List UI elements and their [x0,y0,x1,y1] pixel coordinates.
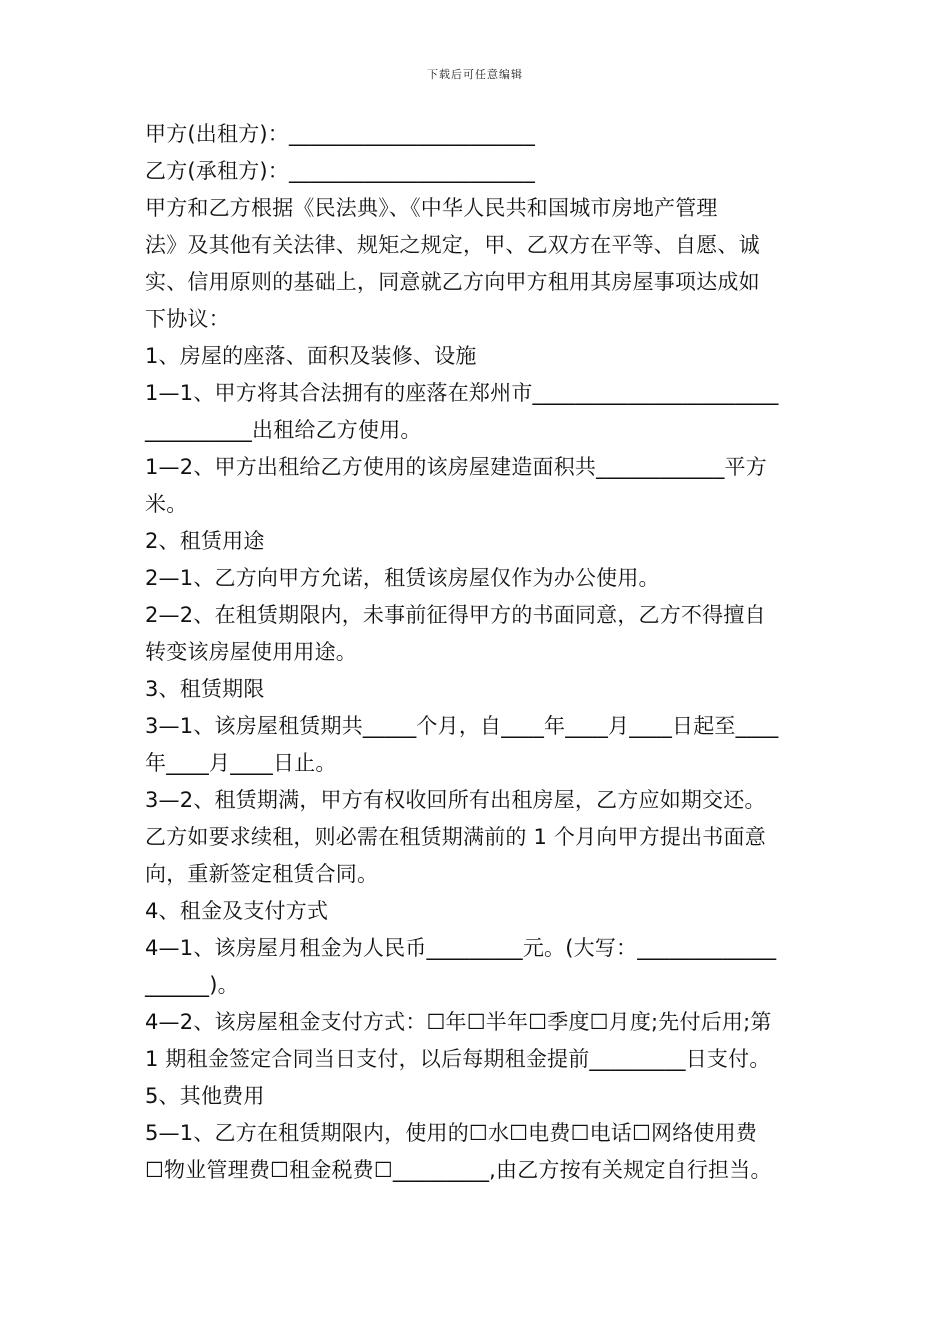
clause-line: 4—1、该房屋月租金为人民币_________元。(大写：_____________ [145,936,777,960]
clause-line: 米。 [145,492,188,516]
clause-line: 2—2、在租赁期限内，未事前征得甲方的书面同意，乙方不得擅自 [145,603,766,627]
section-heading: 2、租赁用途 [145,529,265,553]
section-heading: 3、租赁期限 [145,677,265,701]
document-body [145,116,815,1189]
clause-line: 5—1、乙方在租赁期限内，使用的☐水☐电费☐电话☐网络使用费 [145,1121,758,1145]
clause-line: 1—1、甲方将其合法拥有的座落在郑州市_______________________ [145,381,779,405]
section-heading: 1、房屋的座落、面积及装修、设施 [145,344,477,368]
clause-line: ☐物业管理费☐租金税费☐_________,由乙方按有关规定自行担当。 [145,1158,772,1182]
clause-line: 1—2、甲方出租给乙方使用的该房屋建造面积共____________平方 [145,455,767,479]
party-a-line: 甲方(出租方)：_______________________ [145,122,536,146]
clause-line: 年____月____日止。 [145,751,337,775]
clause-line: ______)。 [145,973,239,997]
section-heading: 5、其他费用 [145,1084,265,1108]
section-heading: 4、租金及支付方式 [145,899,329,923]
preamble-line: 下协议： [145,307,230,331]
party-b-line: 乙方(承租方)：_______________________ [145,159,536,183]
clause-line: 乙方如要求续租，则必需在租赁期满前的 1 个月向甲方提出书面意 [145,825,766,849]
clause-line: 2—1、乙方向甲方允诺，租赁该房屋仅作为办公使用。 [145,566,660,590]
preamble-line: 法》及其他有关法律、规矩之规定，甲、乙双方在平等、自愿、诚 [145,233,760,257]
header-note: 下载后可任意编辑 [427,68,523,81]
clause-line: 3—1、该房屋租赁期共_____个月，自____年____月____日起至____ [145,714,779,738]
clause-line: 1 期租金签定合同当日支付，以后每期租金提前_________日支付。 [145,1047,771,1071]
clause-line: 向，重新签定租赁合同。 [145,862,379,886]
clause-line: 4—2、该房屋租金支付方式：☐年☐半年☐季度☐月度;先付后用;第 [145,1010,772,1034]
clause-line: 转变该房屋使用用途。 [145,640,357,664]
preamble-line: 甲方和乙方根据《民法典》、《中华人民共和国城市房地产管理 [145,196,718,220]
clause-line: __________出租给乙方使用。 [145,418,422,442]
preamble-line: 实、信用原则的基础上，同意就乙方向甲方租用其房屋事项达成如 [145,270,760,294]
clause-line: 3—2、租赁期满，甲方有权收回所有出租房屋，乙方应如期交还。 [145,788,766,812]
